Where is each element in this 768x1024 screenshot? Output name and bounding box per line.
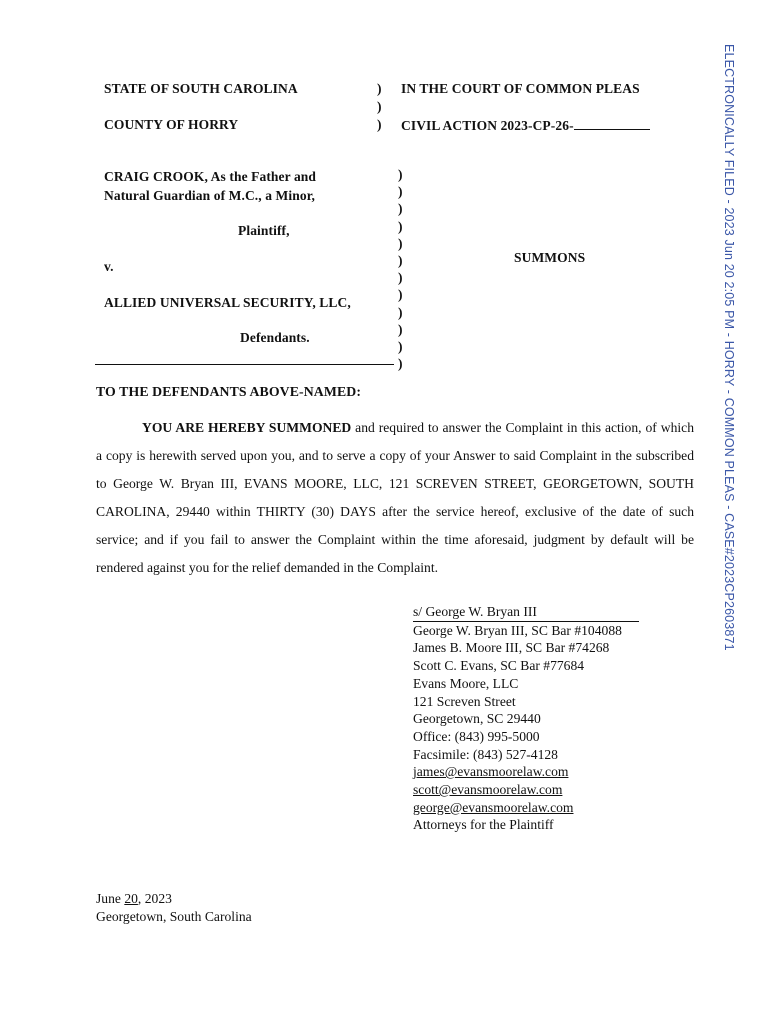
date-month: June — [96, 891, 121, 906]
electronic-filing-stamp: ELECTRONICALLY FILED - 2023 Jun 20 2:05 PM - HORRY - COMMON PLEAS - CASE#2023CP2603871 — [722, 44, 736, 651]
signature-line: Georgetown, SC 29440 — [413, 711, 541, 727]
dateline — [96, 890, 252, 926]
defendant-name: ALLIED UNIVERSAL SECURITY, LLC, — [104, 295, 351, 310]
signature-line: Scott C. Evans, SC Bar #77684 — [413, 658, 585, 674]
caption-paren: ) — [398, 287, 403, 303]
signature-line: Office: (843) 995-5000 — [413, 728, 540, 744]
email-link[interactable]: george@evansmoorelaw.com — [413, 799, 574, 815]
caption-paren: ) — [398, 270, 403, 286]
email-link[interactable]: scott@evansmoorelaw.com — [413, 782, 563, 798]
caption-paren: ) — [398, 304, 403, 320]
summons-text: and required to answer the Complaint in this action, of which a copy is herewith served upon you, and to serve a copy of your Answer to said Complaint in the subscribed to George W. Bryan III, EVANS MOORE, LLC, 121 SCREVEN STREET, GEORGETOWN, SOUTH CAROLINA, 29440 within THIRTY (30) DAYS after the service hereof, exclusive of the date of such service; and if you fail to answer the Complaint within the time aforesaid, judgment by default will be rendered against you for the relief demanded in the Complaint. — [96, 420, 694, 576]
caption-paren: ) — [377, 81, 382, 96]
defendant-role: Defendants. — [240, 330, 310, 345]
caption-paren: ) — [377, 117, 382, 132]
versus: v. — [104, 259, 114, 274]
signature-line: Facsimile: (843) 527-4128 — [413, 746, 558, 762]
plaintiff-role: Plaintiff, — [238, 223, 290, 238]
court-name: IN THE COURT OF COMMON PLEAS — [401, 81, 640, 96]
parties-paren-column — [398, 166, 408, 372]
email-link[interactable]: james@evansmoorelaw.com — [413, 764, 569, 780]
civil-action-number — [401, 117, 650, 134]
signature-line: Evans Moore, LLC — [413, 675, 519, 691]
signature-line: James B. Moore III, SC Bar #74268 — [413, 640, 610, 656]
plaintiff-name-line1: CRAIG CROOK, As the Father and — [104, 169, 317, 184]
civil-action-blank — [574, 117, 650, 130]
caption-county: COUNTY OF HORRY — [104, 117, 239, 132]
plaintiff-name-line2: Natural Guardian of M.C., a Minor, — [104, 188, 316, 203]
caption-paren: ) — [398, 321, 403, 337]
caption-paren: ) — [398, 253, 403, 269]
civil-action-label: CIVIL ACTION 2023-CP-26- — [401, 118, 574, 133]
caption-paren: ) — [398, 235, 403, 251]
caption-paren: ) — [398, 218, 403, 234]
summons-lead: YOU ARE HEREBY SUMMONED — [142, 420, 352, 435]
caption-paren: ) — [377, 99, 382, 114]
document-title: SUMMONS — [514, 250, 586, 265]
caption-underline — [95, 364, 394, 365]
addressee: TO THE DEFENDANTS ABOVE-NAMED: — [96, 384, 362, 399]
caption-paren: ) — [398, 201, 403, 217]
signature-line: 121 Screven Street — [413, 693, 516, 709]
date-day: 20 — [124, 891, 138, 906]
date-year: , 2023 — [137, 891, 172, 906]
date-place: Georgetown, South Carolina — [96, 909, 252, 924]
electronic-signature: s/ George W. Bryan III — [413, 603, 639, 622]
caption-paren: ) — [398, 356, 403, 372]
caption-paren: ) — [398, 167, 403, 182]
signature-line: George W. Bryan III, SC Bar #104088 — [413, 622, 622, 638]
caption-paren: ) — [398, 339, 403, 355]
caption-state: STATE OF SOUTH CAROLINA — [104, 81, 298, 96]
summons-body — [96, 414, 694, 583]
attorneys-for: Attorneys for the Plaintiff — [413, 817, 554, 833]
caption-paren: ) — [398, 184, 403, 200]
signature-block — [413, 603, 639, 834]
